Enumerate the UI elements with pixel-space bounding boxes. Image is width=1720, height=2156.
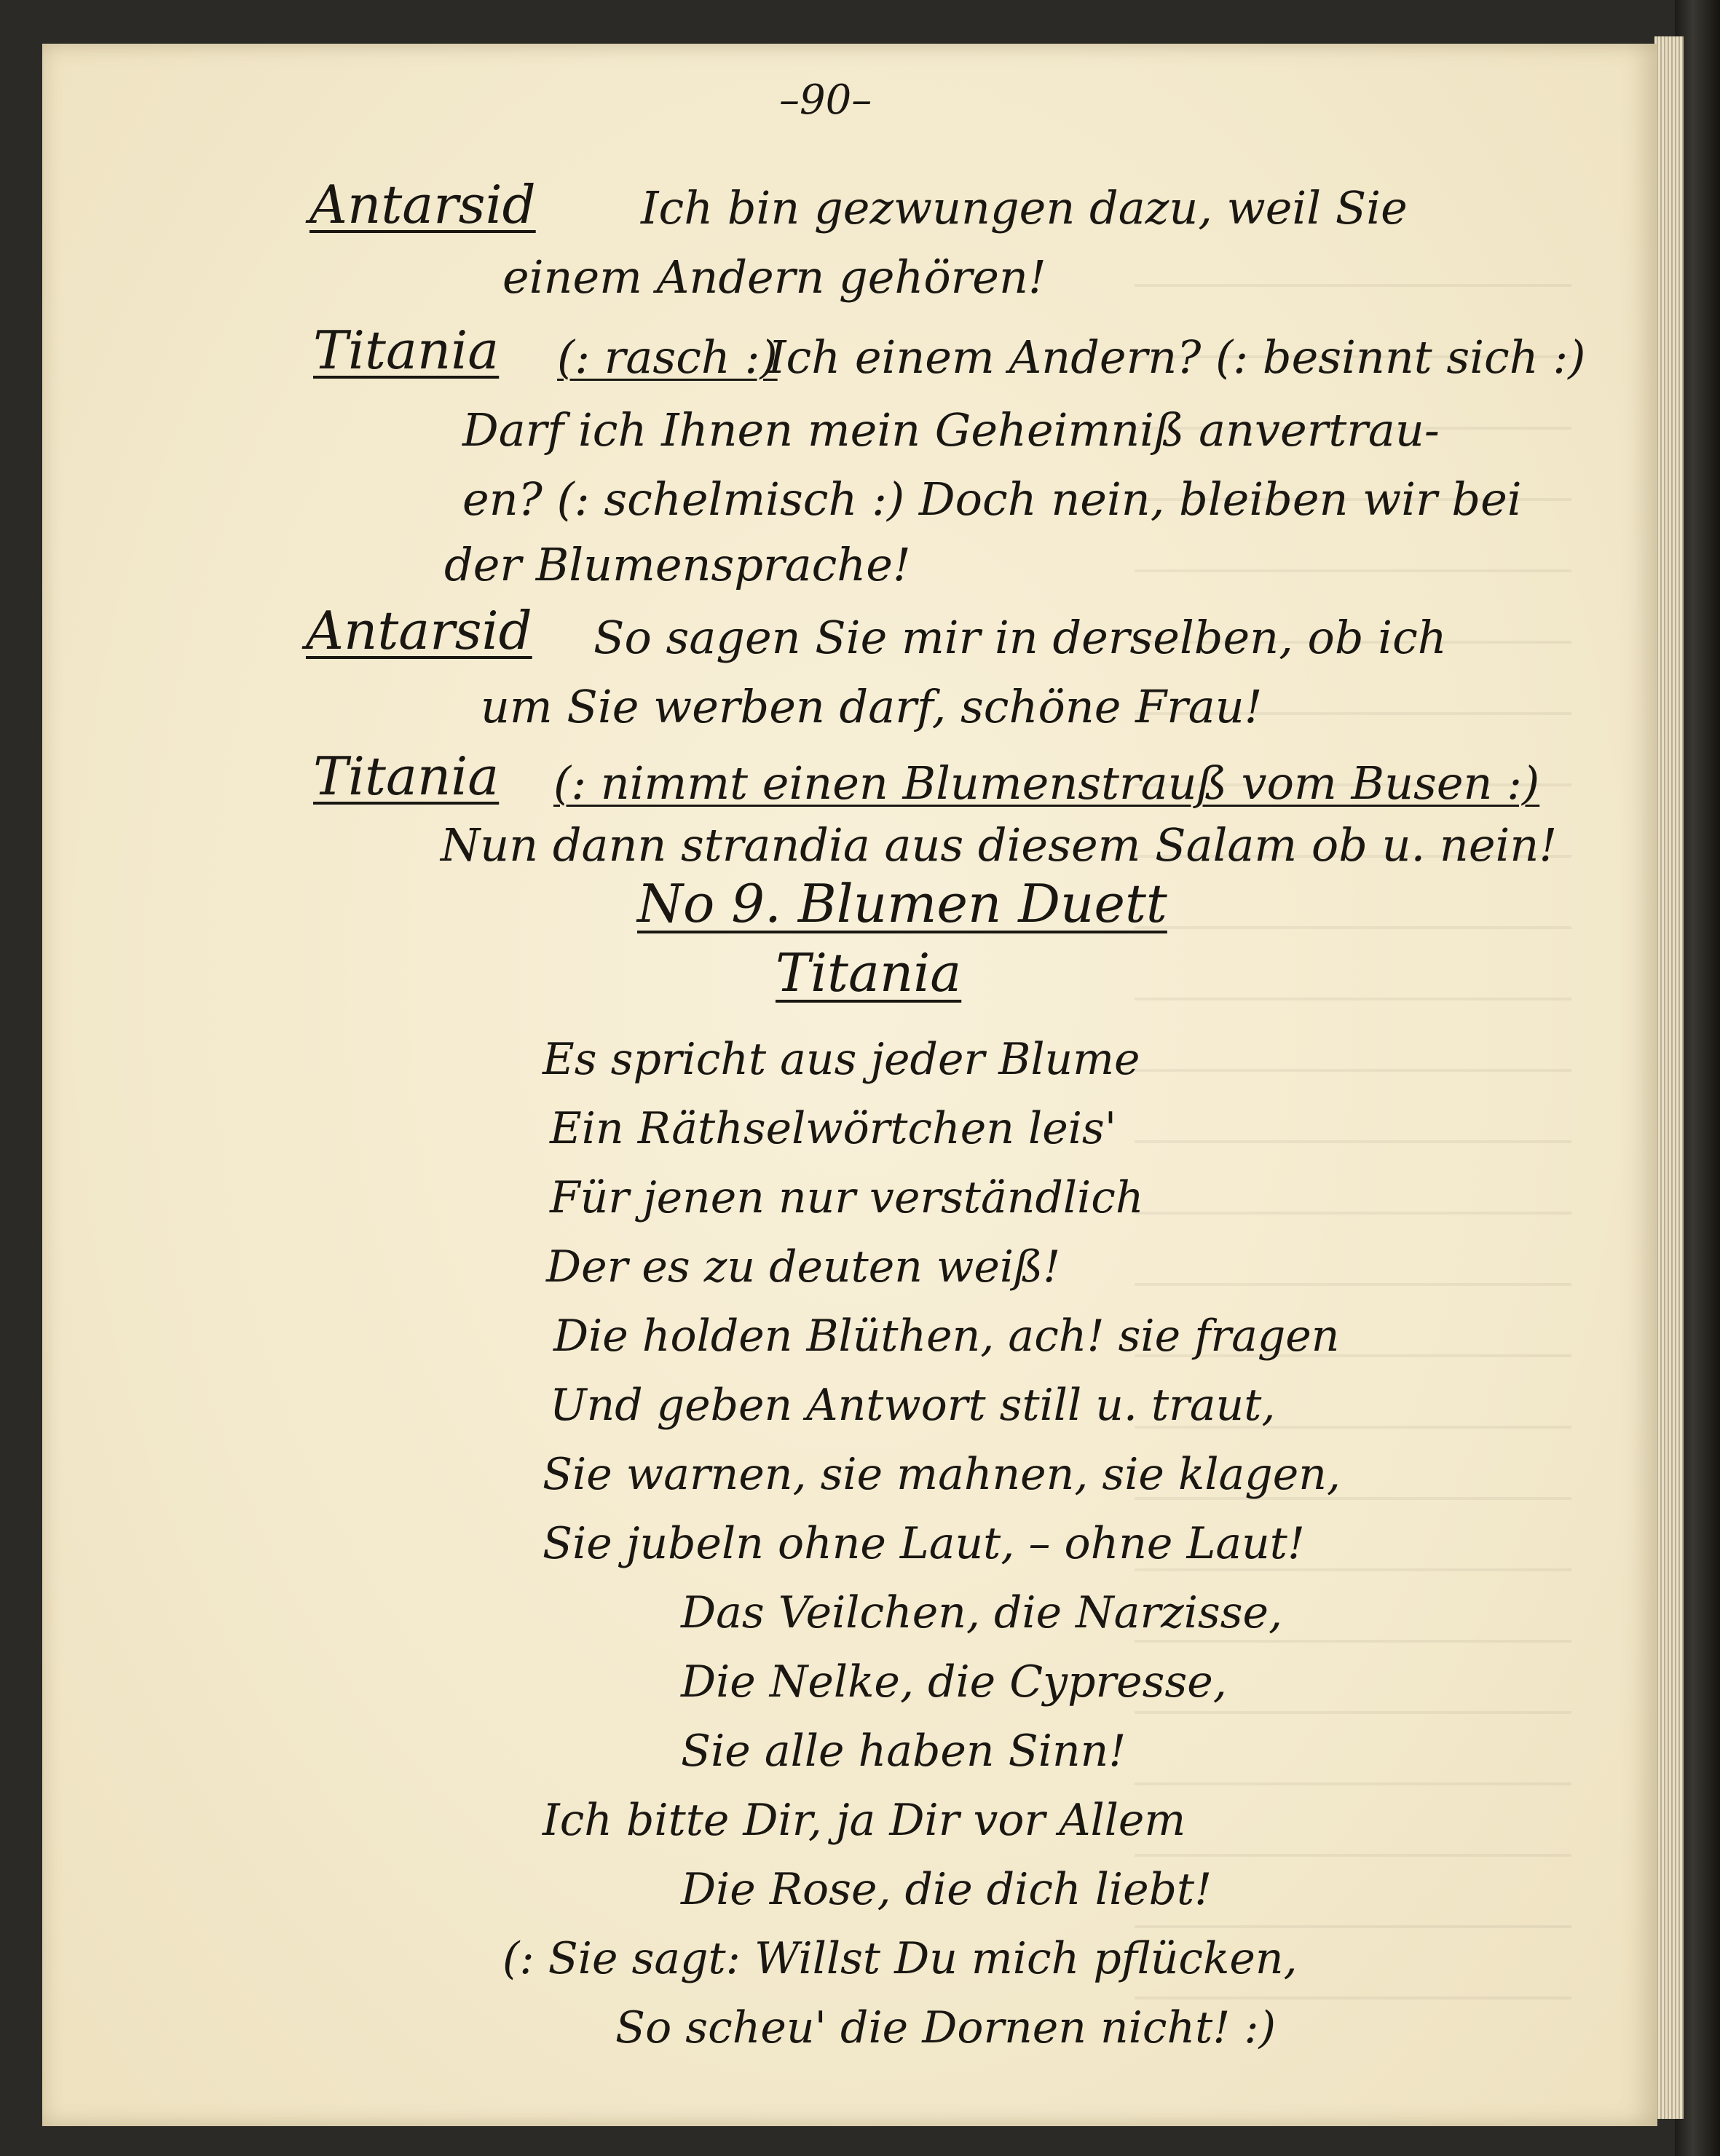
dialogue-line: en? (: schelmisch :) Doch nein, bleiben wir bei xyxy=(462,473,1522,526)
verse-line: So scheu' die Dornen nicht! :) xyxy=(615,2002,1277,2053)
dialogue-line: Darf ich Ihnen mein Geheimniß anvertrau- xyxy=(462,403,1440,457)
stage-direction: (: rasch :) xyxy=(557,331,778,384)
verse-line: Für jenen nur verständlich xyxy=(550,1172,1144,1223)
stage-direction: (: nimmt einen Blumenstrauß vom Busen :) xyxy=(553,757,1540,810)
verse-line: Der es zu deuten weiß! xyxy=(546,1241,1061,1292)
dialogue-line: Ich bin gezwungen dazu, weil Sie xyxy=(641,181,1408,234)
verse-line: Ich bitte Dir, ja Dir vor Allem xyxy=(543,1795,1186,1846)
verse-line: Ein Räthselwörtchen leis' xyxy=(550,1103,1117,1154)
page-number: –90– xyxy=(779,76,872,124)
dialogue-line: Nun dann strandia aus diesem Salam ob u. nein! xyxy=(441,818,1558,872)
verse-line: Das Veilchen, die Narzisse, xyxy=(681,1587,1283,1638)
singer-heading: Titania xyxy=(776,942,962,1003)
verse-line: Sie alle haben Sinn! xyxy=(681,1726,1127,1777)
verse-line: Die Rose, die dich liebt! xyxy=(681,1864,1212,1915)
verse-line: Die Nelke, die Cypresse, xyxy=(681,1657,1227,1707)
verse-line: Sie jubeln ohne Laut, – ohne Laut! xyxy=(543,1518,1305,1569)
dialogue-line: einem Andern gehören! xyxy=(502,250,1046,304)
speaker-titania: Titania xyxy=(313,320,500,381)
dialogue-line: Ich einem Andern? (: besinnt sich :) xyxy=(768,331,1586,384)
verse-line: Und geben Antwort still u. traut, xyxy=(550,1380,1276,1431)
dialogue-line: um Sie werben darf, schöne Frau! xyxy=(481,680,1263,733)
verse-line: (: Sie sagt: Willst Du mich pflücken, xyxy=(502,1933,1298,1984)
dialogue-line: So sagen Sie mir in derselben, ob ich xyxy=(593,611,1447,664)
speaker-antarsid: Antarsid xyxy=(309,174,536,235)
verse-line: Sie warnen, sie mahnen, sie klagen, xyxy=(543,1449,1341,1500)
verse-line: Es spricht aus jeder Blume xyxy=(543,1034,1140,1085)
verse-line: Die holden Blüthen, ach! sie fragen xyxy=(553,1311,1340,1362)
page-edges xyxy=(1654,36,1684,2119)
dialogue-line: der Blumensprache! xyxy=(444,538,911,591)
speaker-antarsid: Antarsid xyxy=(306,600,532,661)
speaker-titania: Titania xyxy=(313,746,500,807)
number-heading: No 9. Blumen Duett xyxy=(637,873,1167,934)
